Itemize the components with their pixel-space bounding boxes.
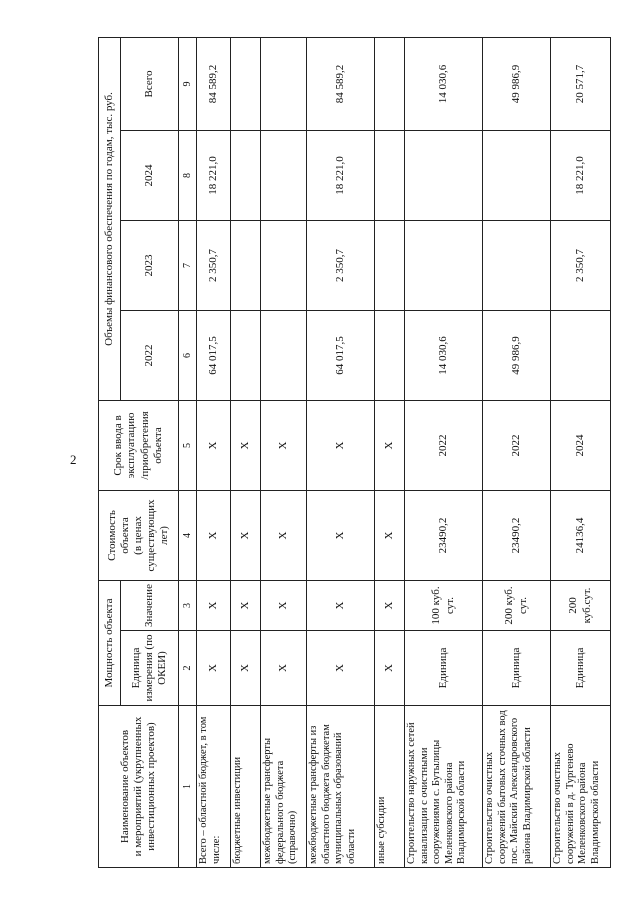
row-name: иные субсидии [375,706,405,868]
header-capacity: Мощность объекта [99,580,121,705]
row-total: 14 030,6 [405,37,483,130]
row-total: 84 589,2 [307,37,375,130]
row-2023: 2 350,7 [307,220,375,310]
row-value: 200 куб.сут. [551,580,611,630]
row-value: Х [261,580,307,630]
rotated-page [98,38,605,868]
row-term: Х [261,400,307,490]
column-number: 8 [179,130,197,220]
row-name: межбюджетные трансферты федерального бюджета (справочно) [261,706,307,868]
row-cost: 23490,2 [405,490,483,580]
row-2023: 2 350,7 [551,220,611,310]
header-name: Наименование объектов и мероприятий (укрупненных инвестиционных проектов) [99,706,179,868]
row-unit: Х [307,631,375,706]
row-total [375,37,405,130]
row-2022: 64 017,5 [307,310,375,400]
funding-table [98,37,611,868]
row-2024: 18 221,0 [551,130,611,220]
row-unit: Единица [405,631,483,706]
column-number: 3 [179,580,197,630]
column-number: 6 [179,310,197,400]
table-row [197,37,231,867]
row-unit: Единица [483,631,551,706]
row-total [231,37,261,130]
column-number-row [179,37,197,867]
row-2024 [375,130,405,220]
row-2022: 14 030,6 [405,310,483,400]
header-2024: 2024 [121,130,179,220]
row-term: Х [375,400,405,490]
row-unit: Единица [551,631,611,706]
row-cost: Х [307,490,375,580]
row-2024 [261,130,307,220]
column-number: 1 [179,706,197,868]
row-2023: 2 350,7 [197,220,231,310]
row-term: 2022 [405,400,483,490]
row-2024: 18 221,0 [307,130,375,220]
row-name: Всего – областной бюджет, в том числе: [197,706,231,868]
header-funding: Объемы финансового обеспечения по годам, тыс. руб. [99,37,121,400]
row-term: Х [231,400,261,490]
row-name: Строительство очистных сооружений бытовых сточных вод пос. Майский Александровского района Владимирской области [483,706,551,868]
row-total: 84 589,2 [197,37,231,130]
row-name: бюджетные инвестиции [231,706,261,868]
row-name: межбюджетные трансферты из областного бюджета бюджетам муниципальных образований области [307,706,375,868]
row-term: Х [307,400,375,490]
header-2022: 2022 [121,310,179,400]
row-total [261,37,307,130]
header-2023: 2023 [121,220,179,310]
row-2024 [405,130,483,220]
row-term: 2024 [551,400,611,490]
row-2024 [231,130,261,220]
row-cost: 23490,2 [483,490,551,580]
header-cost: Стоимость объекта (в ценах существующих лет) [99,490,179,580]
row-unit: Х [197,631,231,706]
row-value: Х [375,580,405,630]
row-unit: Х [231,631,261,706]
table-row [405,37,483,867]
column-number: 5 [179,400,197,490]
header-term: Срок ввода в эксплуатацию /приобретения объекта [99,400,179,490]
column-number: 7 [179,220,197,310]
column-number: 2 [179,631,197,706]
table-row [307,37,375,867]
column-number: 4 [179,490,197,580]
row-cost: Х [197,490,231,580]
row-value: 200 куб. сут. [483,580,551,630]
row-total: 49 986,9 [483,37,551,130]
table-row [551,37,611,867]
page-number: 2 [70,452,77,467]
row-2024 [483,130,551,220]
row-2023 [375,220,405,310]
row-2023 [483,220,551,310]
row-value: Х [307,580,375,630]
row-2023 [405,220,483,310]
row-value: Х [231,580,261,630]
header-total: Всего [121,37,179,130]
row-cost: Х [375,490,405,580]
row-2023 [231,220,261,310]
table-row [231,37,261,867]
row-term: 2022 [483,400,551,490]
header-value: Значение [121,580,179,630]
column-number: 9 [179,37,197,130]
row-2022 [375,310,405,400]
row-cost: Х [231,490,261,580]
row-2024: 18 221,0 [197,130,231,220]
row-total: 20 571,7 [551,37,611,130]
row-2022: 49 986,9 [483,310,551,400]
row-unit: Х [375,631,405,706]
header-unit: Единица измерения (по ОКЕИ) [121,631,179,706]
row-term: Х [197,400,231,490]
row-2022 [231,310,261,400]
row-2022 [551,310,611,400]
row-unit: Х [261,631,307,706]
row-2023 [261,220,307,310]
row-name: Строительство очистных сооружений в д. Тургенево Меленковского района Владимирской области [551,706,611,868]
row-2022 [261,310,307,400]
row-value: 100 куб. сут. [405,580,483,630]
row-cost: Х [261,490,307,580]
table-row [483,37,551,867]
row-name: Строительство наружных сетей канализации с очистными сооружениями с. Бутылицы Меленковского района Владимирской области [405,706,483,868]
table-row [261,37,307,867]
table-row [375,37,405,867]
row-2022: 64 017,5 [197,310,231,400]
row-cost: 24136,4 [551,490,611,580]
row-value: Х [197,580,231,630]
